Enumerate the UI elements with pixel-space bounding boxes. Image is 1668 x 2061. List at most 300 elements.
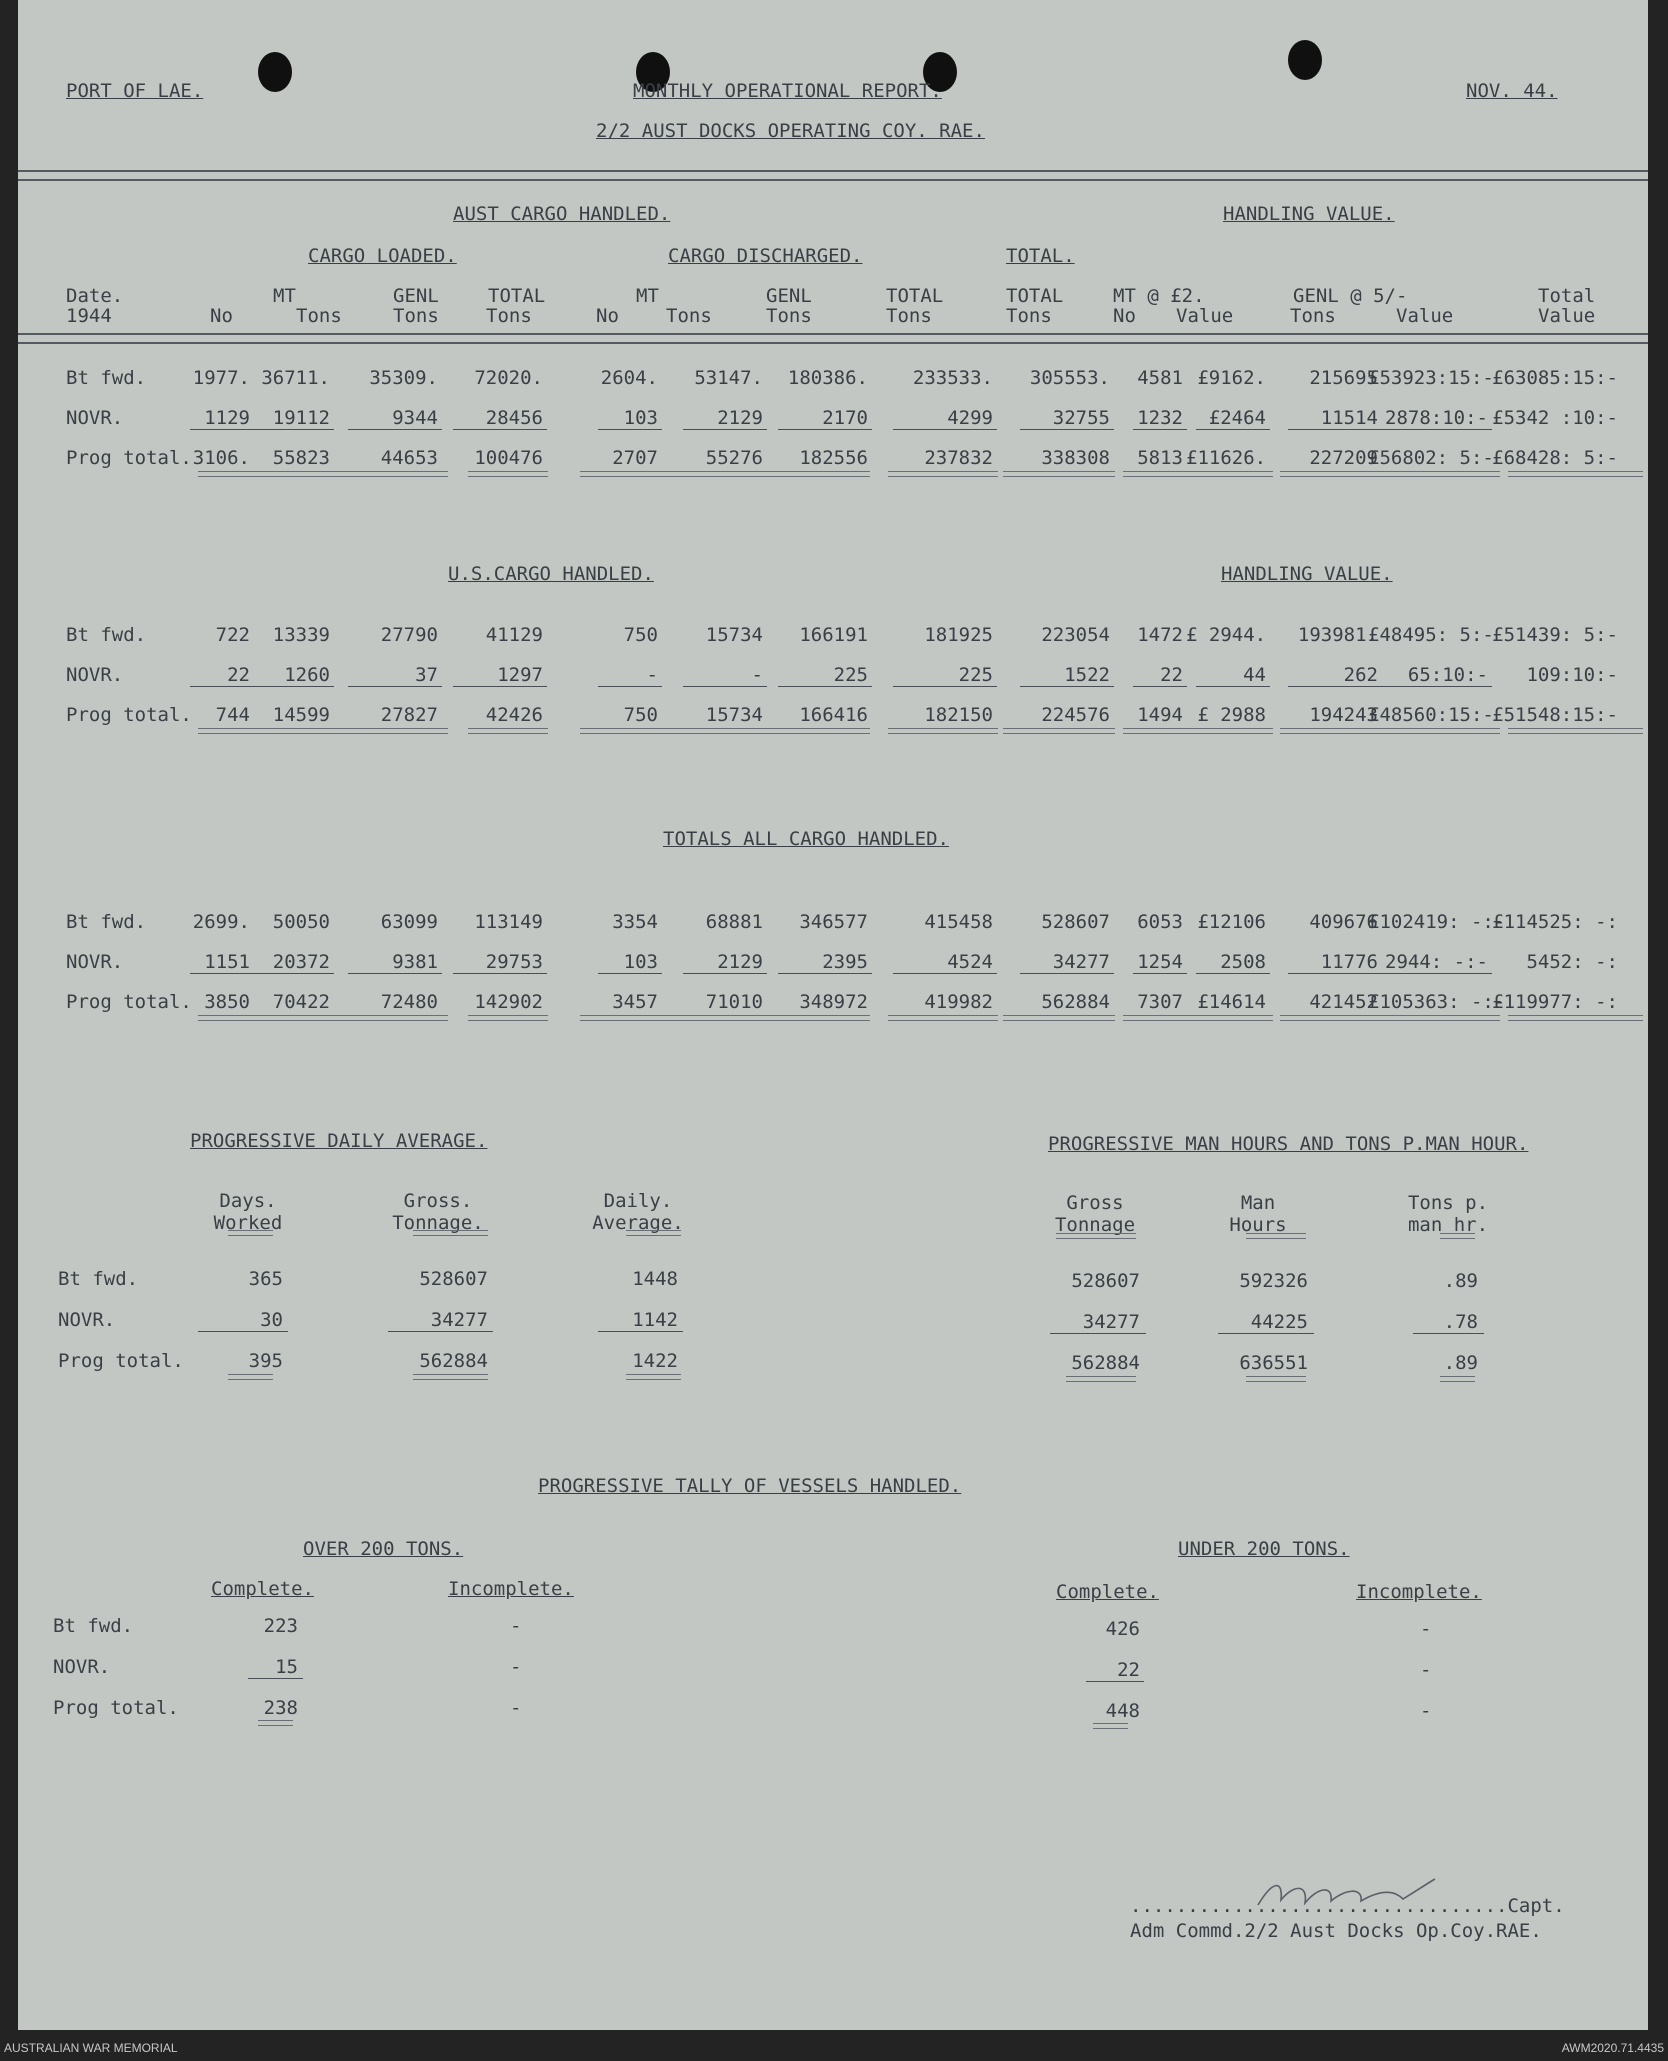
underline-rule bbox=[348, 429, 442, 430]
table-cell: 29753 bbox=[485, 951, 543, 973]
header-rule bbox=[626, 1230, 681, 1236]
underline-rule bbox=[250, 429, 334, 430]
gross-tonnage-header: Gross. Tonnage. bbox=[392, 1190, 484, 1234]
table-cell: 55823 bbox=[272, 447, 330, 469]
table-cell: 744 bbox=[215, 704, 250, 726]
column-header: Tons bbox=[486, 305, 532, 327]
table-cell: - bbox=[751, 664, 763, 686]
header-rule bbox=[1246, 1233, 1306, 1239]
underline-rule bbox=[190, 429, 254, 430]
underline-rule bbox=[1133, 429, 1187, 430]
header-rule bbox=[18, 170, 1648, 181]
table-cell: 166416 bbox=[799, 704, 868, 726]
table-cell: 44653 bbox=[380, 447, 438, 469]
total-rule bbox=[1123, 1015, 1273, 1021]
underline-rule bbox=[598, 973, 662, 974]
row-label: NOVR. bbox=[66, 664, 124, 686]
column-header: TOTAL bbox=[488, 285, 546, 307]
table-cell: 1297 bbox=[497, 664, 543, 686]
column-header: Total bbox=[1538, 285, 1596, 307]
total-rule bbox=[1280, 471, 1500, 477]
table-cell: £48495: 5:- bbox=[1368, 624, 1494, 646]
table-cell: 53147. bbox=[694, 367, 763, 389]
column-header: Tons bbox=[296, 305, 342, 327]
table-cell: 4581 bbox=[1137, 367, 1183, 389]
column-header: Tons bbox=[886, 305, 932, 327]
underline-rule bbox=[1288, 686, 1382, 687]
underline-rule bbox=[683, 429, 767, 430]
table-cell: - bbox=[510, 1615, 522, 1637]
total-rule bbox=[1246, 1376, 1306, 1382]
underline-rule bbox=[1020, 686, 1114, 687]
days-worked-header: Days. Worked bbox=[213, 1190, 283, 1234]
table-cell: 34277 bbox=[1082, 1311, 1140, 1333]
table-cell: 365 bbox=[248, 1268, 283, 1290]
table-cell: 113149 bbox=[474, 911, 543, 933]
underline-rule bbox=[1133, 686, 1187, 687]
table-cell: 72020. bbox=[474, 367, 543, 389]
table-cell: 9344 bbox=[392, 407, 438, 429]
table-cell: £53923:15:- bbox=[1368, 367, 1494, 389]
table-cell: £51439: 5:- bbox=[1492, 624, 1618, 646]
table-cell: 2170 bbox=[822, 407, 868, 429]
table-cell: 22 bbox=[1117, 1659, 1140, 1681]
table-cell: 27790 bbox=[380, 624, 438, 646]
table-cell: 419982 bbox=[924, 991, 993, 1013]
table-cell: 14599 bbox=[272, 704, 330, 726]
column-header-rule bbox=[18, 333, 1648, 344]
table-cell: - bbox=[1420, 1618, 1432, 1640]
underline-rule bbox=[348, 973, 442, 974]
underline-rule bbox=[1378, 973, 1492, 974]
column-header: TOTAL bbox=[886, 285, 944, 307]
row-label: NOVR. bbox=[66, 407, 124, 429]
underline-rule bbox=[388, 1331, 493, 1332]
table-cell: 50050 bbox=[272, 911, 330, 933]
table-cell: 395 bbox=[248, 1350, 283, 1372]
column-header: MT bbox=[636, 285, 659, 307]
signatory-title: Adm Commd.2/2 Aust Docks Op.Coy.RAE. bbox=[1130, 1920, 1542, 1942]
total-rule bbox=[580, 1015, 870, 1021]
underline-rule bbox=[250, 686, 334, 687]
under-complete-header: Complete. bbox=[1056, 1581, 1159, 1603]
table-cell: 750 bbox=[623, 624, 658, 646]
total-rule bbox=[1093, 1723, 1128, 1729]
column-header: No bbox=[1113, 305, 1136, 327]
table-cell: .89 bbox=[1443, 1352, 1478, 1374]
table-cell: 3457 bbox=[612, 991, 658, 1013]
table-cell: 41129 bbox=[485, 624, 543, 646]
table-cell: 68881 bbox=[705, 911, 763, 933]
over-complete-header: Complete. bbox=[211, 1578, 314, 1600]
total-rule bbox=[198, 728, 448, 734]
column-header: Tons bbox=[1006, 305, 1052, 327]
column-header: Tons bbox=[393, 305, 439, 327]
table-cell: 348972 bbox=[799, 991, 868, 1013]
table-cell: 528607 bbox=[419, 1268, 488, 1290]
table-cell: 2129 bbox=[717, 407, 763, 429]
table-cell: 19112 bbox=[272, 407, 330, 429]
table-cell: 28456 bbox=[485, 407, 543, 429]
man-hours-title: PROGRESSIVE MAN HOURS AND TONS P.MAN HOUR. bbox=[1048, 1133, 1529, 1155]
table-cell: 2944: -:- bbox=[1385, 951, 1488, 973]
underline-rule bbox=[190, 686, 254, 687]
archive-name: AUSTRALIAN WAR MEMORIAL bbox=[4, 2041, 178, 2055]
archive-reference: AWM2020.71.4435 bbox=[1561, 2041, 1664, 2055]
table-cell: 238 bbox=[263, 1697, 298, 1719]
column-header: Value bbox=[1396, 305, 1454, 327]
table-cell: 1151 bbox=[204, 951, 250, 973]
table-cell: 13339 bbox=[272, 624, 330, 646]
table-cell: 225 bbox=[833, 664, 868, 686]
daily-average-header: Daily. Average. bbox=[592, 1190, 684, 1234]
row-label: Bt fwd. bbox=[66, 911, 147, 933]
table-cell: 2604. bbox=[600, 367, 658, 389]
table-cell: 194243 bbox=[1309, 704, 1378, 726]
table-cell: 32755 bbox=[1052, 407, 1110, 429]
table-cell: 180386. bbox=[787, 367, 868, 389]
table-cell: £ 2944. bbox=[1186, 624, 1267, 646]
table-cell: 35309. bbox=[369, 367, 438, 389]
table-cell: .89 bbox=[1443, 1270, 1478, 1292]
table-cell: 2395 bbox=[822, 951, 868, 973]
table-cell: 1472 bbox=[1137, 624, 1183, 646]
underline-rule bbox=[1196, 686, 1270, 687]
underline-rule bbox=[1133, 973, 1187, 974]
report-title: MONTHLY OPERATIONAL REPORT. bbox=[633, 80, 942, 102]
table-cell: 421452 bbox=[1309, 991, 1378, 1013]
underline-rule bbox=[598, 686, 662, 687]
table-cell: £12106 bbox=[1197, 911, 1266, 933]
underline-rule bbox=[1288, 973, 1382, 974]
totals-title: TOTALS ALL CARGO HANDLED. bbox=[663, 828, 949, 850]
underline-rule bbox=[1196, 973, 1270, 974]
table-cell: 636551 bbox=[1239, 1352, 1308, 1374]
column-header: GENL @ 5/- bbox=[1293, 285, 1408, 307]
total-rule bbox=[580, 728, 870, 734]
underline-rule bbox=[893, 686, 997, 687]
table-cell: 3106. bbox=[192, 447, 250, 469]
table-cell: 100476 bbox=[474, 447, 543, 469]
header-rule bbox=[228, 1230, 273, 1236]
table-cell: 70422 bbox=[272, 991, 330, 1013]
total-rule bbox=[1280, 728, 1500, 734]
column-header: MT @ £2. bbox=[1113, 285, 1205, 307]
total-rule bbox=[626, 1374, 681, 1380]
underline-rule bbox=[348, 686, 442, 687]
punch-hole bbox=[258, 52, 292, 92]
table-cell: 1494 bbox=[1137, 704, 1183, 726]
table-cell: 63099 bbox=[380, 911, 438, 933]
underline-rule bbox=[778, 429, 872, 430]
table-cell: £ 2988 bbox=[1197, 704, 1266, 726]
signature-line: .................................Capt. bbox=[1130, 1895, 1565, 1917]
total-rule bbox=[1508, 471, 1643, 477]
table-cell: 562884 bbox=[1071, 1352, 1140, 1374]
column-header: No bbox=[210, 305, 233, 327]
underline-rule bbox=[893, 973, 997, 974]
table-cell: 409676 bbox=[1309, 911, 1378, 933]
total-rule bbox=[1066, 1376, 1136, 1382]
table-cell: 166191 bbox=[799, 624, 868, 646]
underline-rule bbox=[1378, 686, 1492, 687]
table-cell: 223 bbox=[263, 1615, 298, 1637]
table-cell: 22 bbox=[1160, 664, 1183, 686]
table-cell: 4299 bbox=[947, 407, 993, 429]
table-cell: 233533. bbox=[912, 367, 993, 389]
table-cell: 34277 bbox=[1052, 951, 1110, 973]
table-cell: 15734 bbox=[705, 704, 763, 726]
total-rule bbox=[1440, 1376, 1475, 1382]
underline-rule bbox=[1196, 429, 1270, 430]
over-incomplete-header: Incomplete. bbox=[448, 1578, 574, 1600]
column-header: Tons bbox=[766, 305, 812, 327]
cargo-discharged-heading: CARGO DISCHARGED. bbox=[668, 245, 863, 267]
underline-rule bbox=[598, 429, 662, 430]
total-rule bbox=[413, 1374, 488, 1380]
total-rule bbox=[198, 1015, 448, 1021]
table-cell: 562884 bbox=[1041, 991, 1110, 1013]
table-cell: 223054 bbox=[1041, 624, 1110, 646]
table-cell: 15 bbox=[275, 1656, 298, 1678]
underline-rule bbox=[1413, 1333, 1484, 1334]
archive-footer bbox=[0, 2035, 1668, 2061]
total-rule bbox=[258, 1720, 293, 1726]
table-cell: £63085:15:- bbox=[1492, 367, 1618, 389]
table-cell: 182556 bbox=[799, 447, 868, 469]
row-label: Prog total. bbox=[66, 704, 192, 726]
total-rule bbox=[1123, 471, 1273, 477]
table-cell: 44225 bbox=[1250, 1311, 1308, 1333]
table-cell: 1142 bbox=[632, 1309, 678, 1331]
table-cell: 305553. bbox=[1029, 367, 1110, 389]
table-cell: 1129 bbox=[204, 407, 250, 429]
total-heading: TOTAL. bbox=[1006, 245, 1075, 267]
total-rule bbox=[468, 471, 548, 477]
table-cell: 42426 bbox=[485, 704, 543, 726]
table-cell: 3850 bbox=[204, 991, 250, 1013]
table-cell: 528607 bbox=[1071, 1270, 1140, 1292]
table-cell: 262 bbox=[1343, 664, 1378, 686]
table-cell: 346577 bbox=[799, 911, 868, 933]
underline-rule bbox=[1020, 973, 1114, 974]
header-rule bbox=[1056, 1233, 1136, 1239]
row-label: Bt fwd. bbox=[66, 367, 147, 389]
punch-hole bbox=[1288, 40, 1322, 80]
table-cell: 11514 bbox=[1320, 407, 1378, 429]
mh-tons-header: Tons p. man hr. bbox=[1407, 1192, 1489, 1236]
table-cell: 338308 bbox=[1041, 447, 1110, 469]
underline-rule bbox=[1086, 1681, 1144, 1682]
underline-rule bbox=[248, 1678, 303, 1679]
underline-rule bbox=[1050, 1333, 1146, 1334]
table-cell: 181925 bbox=[924, 624, 993, 646]
table-cell: 6053 bbox=[1137, 911, 1183, 933]
row-label: Prog total. bbox=[66, 447, 192, 469]
table-cell: 2699. bbox=[192, 911, 250, 933]
row-label: Prog total. bbox=[66, 991, 192, 1013]
table-cell: 750 bbox=[623, 704, 658, 726]
row-label: Bt fwd. bbox=[66, 624, 147, 646]
table-cell: 1522 bbox=[1064, 664, 1110, 686]
underline-rule bbox=[1288, 429, 1382, 430]
underline-rule bbox=[453, 973, 547, 974]
row-label: NOVR. bbox=[53, 1656, 111, 1678]
table-cell: 65:10:- bbox=[1407, 664, 1488, 686]
total-rule bbox=[228, 1374, 273, 1380]
mh-man-hours-header: Man Hours bbox=[1229, 1192, 1287, 1236]
table-cell: 1448 bbox=[632, 1268, 678, 1290]
underline-rule bbox=[683, 973, 767, 974]
table-cell: 103 bbox=[623, 951, 658, 973]
row-label: NOVR. bbox=[58, 1309, 116, 1331]
table-cell: 592326 bbox=[1239, 1270, 1308, 1292]
total-rule bbox=[888, 471, 998, 477]
table-cell: 109:10:- bbox=[1526, 664, 1618, 686]
table-cell: 562884 bbox=[419, 1350, 488, 1372]
table-cell: 722 bbox=[215, 624, 250, 646]
table-cell: 142902 bbox=[474, 991, 543, 1013]
vessels-title: PROGRESSIVE TALLY OF VESSELS HANDLED. bbox=[538, 1475, 962, 1497]
table-cell: 1422 bbox=[632, 1350, 678, 1372]
table-cell: 193981. bbox=[1297, 624, 1378, 646]
table-cell: 103 bbox=[623, 407, 658, 429]
column-header: No bbox=[596, 305, 619, 327]
column-header: Value bbox=[1538, 305, 1596, 327]
underline-rule bbox=[683, 686, 767, 687]
table-cell: 22 bbox=[227, 664, 250, 686]
total-rule bbox=[468, 728, 548, 734]
table-cell: 4524 bbox=[947, 951, 993, 973]
table-cell: 3354 bbox=[612, 911, 658, 933]
row-label: Bt fwd. bbox=[58, 1268, 139, 1290]
table-cell: 30 bbox=[260, 1309, 283, 1331]
daily-average-title: PROGRESSIVE DAILY AVERAGE. bbox=[190, 1130, 488, 1152]
table-cell: 1254 bbox=[1137, 951, 1183, 973]
over-200-title: OVER 200 TONS. bbox=[303, 1538, 464, 1560]
table-cell: 37 bbox=[415, 664, 438, 686]
table-cell: 182150 bbox=[924, 704, 993, 726]
table-cell: 2878:10:- bbox=[1385, 407, 1488, 429]
underline-rule bbox=[1020, 429, 1114, 430]
table-cell: - bbox=[510, 1697, 522, 1719]
us-handling-title: HANDLING VALUE. bbox=[1221, 563, 1393, 585]
total-rule bbox=[1280, 1015, 1500, 1021]
table-cell: 15734 bbox=[705, 624, 763, 646]
table-cell: 20372 bbox=[272, 951, 330, 973]
column-header: MT bbox=[273, 285, 296, 307]
table-cell: - bbox=[646, 664, 658, 686]
under-200-title: UNDER 200 TONS. bbox=[1178, 1538, 1350, 1560]
underline-rule bbox=[198, 1331, 288, 1332]
total-rule bbox=[1003, 1015, 1115, 1021]
table-cell: 1232 bbox=[1137, 407, 1183, 429]
table-cell: 44 bbox=[1243, 664, 1266, 686]
row-label: Prog total. bbox=[53, 1697, 179, 1719]
table-cell: - bbox=[1420, 1700, 1432, 1722]
date-header: Date. bbox=[66, 285, 124, 307]
table-cell: 7307 bbox=[1137, 991, 1183, 1013]
table-cell: 224576 bbox=[1041, 704, 1110, 726]
table-cell: £119977: -: bbox=[1492, 991, 1618, 1013]
table-cell: £48560:15:- bbox=[1368, 704, 1494, 726]
row-label: Bt fwd. bbox=[53, 1615, 134, 1637]
table-cell: £102419: -:- bbox=[1368, 911, 1506, 933]
table-cell: 1977. bbox=[192, 367, 250, 389]
table-cell: £5342 :10:- bbox=[1492, 407, 1618, 429]
table-cell: 1260 bbox=[284, 664, 330, 686]
aust-title: AUST CARGO HANDLED. bbox=[453, 203, 671, 225]
total-rule bbox=[198, 471, 448, 477]
row-label: NOVR. bbox=[66, 951, 124, 973]
underline-rule bbox=[893, 429, 997, 430]
table-cell: £68428: 5:- bbox=[1492, 447, 1618, 469]
table-cell: 9381 bbox=[392, 951, 438, 973]
table-cell: £9162. bbox=[1197, 367, 1266, 389]
total-rule bbox=[1003, 471, 1115, 477]
column-header: GENL bbox=[393, 285, 439, 307]
table-cell: 11776 bbox=[1320, 951, 1378, 973]
total-rule bbox=[468, 1015, 548, 1021]
table-cell: 55276 bbox=[705, 447, 763, 469]
column-header: Tons bbox=[666, 305, 712, 327]
under-incomplete-header: Incomplete. bbox=[1356, 1581, 1482, 1603]
date-year-header: 1944 bbox=[66, 305, 112, 327]
underline-rule bbox=[453, 686, 547, 687]
total-rule bbox=[888, 728, 998, 734]
total-rule bbox=[580, 471, 870, 477]
column-header: Tons bbox=[1290, 305, 1336, 327]
header-rule bbox=[1440, 1233, 1475, 1239]
table-cell: 528607 bbox=[1041, 911, 1110, 933]
column-header: GENL bbox=[766, 285, 812, 307]
table-cell: 5452: -: bbox=[1526, 951, 1618, 973]
table-cell: 36711. bbox=[261, 367, 330, 389]
column-header: TOTAL bbox=[1006, 285, 1064, 307]
table-cell: 448 bbox=[1105, 1700, 1140, 1722]
aust-handling-title: HANDLING VALUE. bbox=[1223, 203, 1395, 225]
cargo-loaded-heading: CARGO LOADED. bbox=[308, 245, 457, 267]
underline-rule bbox=[778, 686, 872, 687]
total-rule bbox=[1003, 728, 1115, 734]
table-cell: £2464 bbox=[1208, 407, 1266, 429]
table-cell: 237832 bbox=[924, 447, 993, 469]
header-rule bbox=[413, 1230, 488, 1236]
total-rule bbox=[1508, 728, 1643, 734]
port-label: PORT OF LAE. bbox=[66, 80, 204, 102]
underline-rule bbox=[453, 429, 547, 430]
table-cell: - bbox=[1420, 1659, 1432, 1681]
table-cell: 415458 bbox=[924, 911, 993, 933]
table-cell: £14614 bbox=[1197, 991, 1266, 1013]
underline-rule bbox=[598, 1331, 683, 1332]
underline-rule bbox=[778, 973, 872, 974]
us-title: U.S.CARGO HANDLED. bbox=[448, 563, 654, 585]
table-cell: 225 bbox=[958, 664, 993, 686]
table-cell: £114525: -: bbox=[1492, 911, 1618, 933]
table-cell: £11626. bbox=[1186, 447, 1267, 469]
table-cell: £51548:15:- bbox=[1492, 704, 1618, 726]
table-cell: 227209 bbox=[1309, 447, 1378, 469]
underline-rule bbox=[250, 973, 334, 974]
table-cell: £56802: 5:- bbox=[1368, 447, 1494, 469]
table-cell: 34277 bbox=[430, 1309, 488, 1331]
underline-rule bbox=[190, 973, 254, 974]
column-header: Value bbox=[1176, 305, 1234, 327]
mh-gross-header: Gross Tonnage bbox=[1054, 1192, 1136, 1236]
total-rule bbox=[1123, 728, 1273, 734]
table-cell: £105363: -:- bbox=[1368, 991, 1506, 1013]
